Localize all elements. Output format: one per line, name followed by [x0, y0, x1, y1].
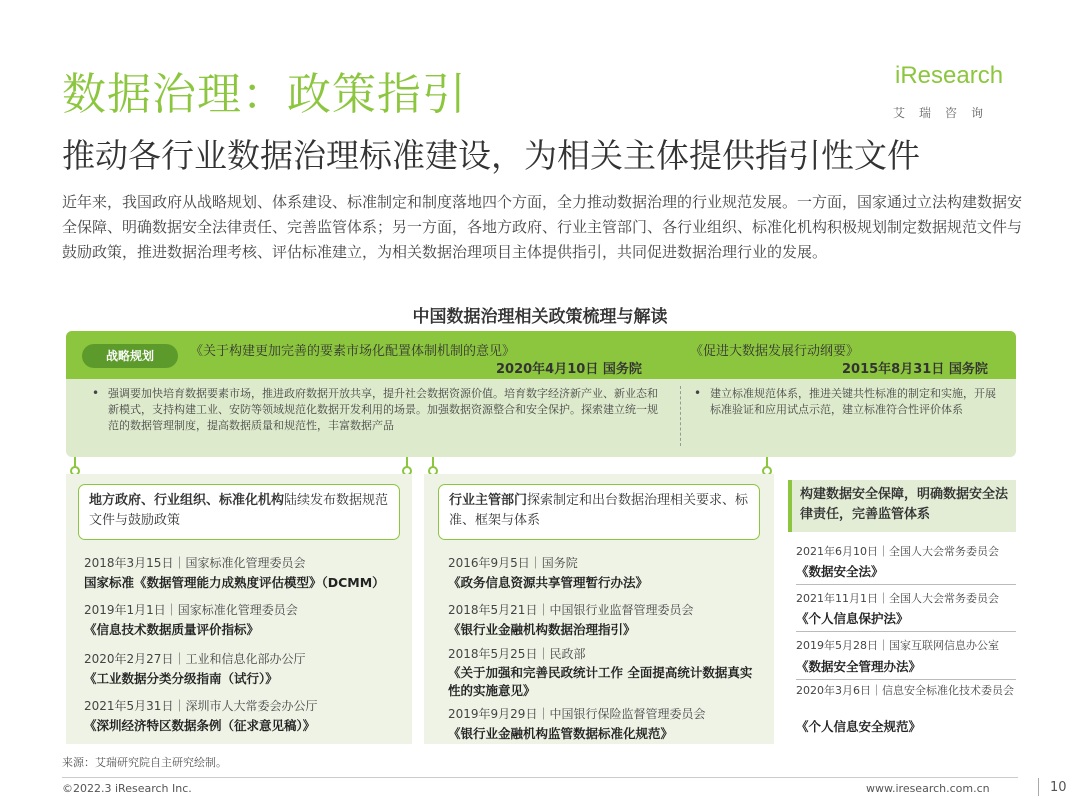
industry-head-bold: 行业主管部门: [449, 493, 528, 508]
industry-item-title: 《银行业金融机构数据治理指引》: [448, 622, 636, 637]
local-item-date: 2021年5月31日｜深圳市人大常委会办公厅: [84, 699, 318, 713]
industry-column-head: [438, 484, 760, 540]
industry-item-date: 2018年5月21日｜中国银行业监督管理委员会: [448, 603, 694, 617]
strategy-tag: 战略规划: [82, 344, 178, 368]
industry-item-date: 2019年9月29日｜中国银行保险监督管理委员会: [448, 707, 706, 721]
local-item-title: 《深圳经济特区数据条例（征求意见稿）》: [84, 718, 316, 733]
strategy-right-title: 《促进大数据发展行动纲要》: [690, 344, 860, 359]
local-item-title: 《工业数据分类分级指南（试行）》: [84, 671, 278, 686]
local-item-title: 《信息技术数据质量评价指标》: [84, 622, 260, 637]
security-item-title: 《个人信息保护法》: [796, 611, 909, 626]
strategy-left-title: 《关于构建更加完善的要素市场化配置体制机制的意见》: [190, 344, 516, 359]
local-item-date: 2018年3月15日｜国家标准化管理委员会: [84, 556, 306, 570]
security-item-date: 2019年5月28日｜国家互联网信息办公室: [796, 639, 999, 652]
security-item-title: 《个人信息安全规范》: [796, 719, 922, 734]
source-note: 来源：艾瑞研究院自主研究绘制。: [62, 756, 227, 769]
local-head-rest: 陆续发布数据规范文件与鼓励政策: [89, 493, 389, 528]
section-title: 中国数据治理相关政策梳理与解读: [412, 307, 668, 327]
industry-item-date: 2018年5月25日｜民政部: [448, 647, 586, 661]
logo: iResearch: [895, 62, 1004, 89]
logo-subtitle: 艾瑞咨询: [893, 106, 998, 120]
industry-item-title: 《政务信息资源共享管理暂行办法》: [448, 575, 649, 590]
page-number-divider: [1038, 778, 1039, 796]
security-head-accent: [788, 480, 792, 532]
intro-paragraph: 近年来，我国政府从战略规划、体系建设、标准制定和制度落地四个方面，全力推动数据治理的行业规范发展。一方面，国家通过立法构建数据安全保障、明确数据安全法律责任、完善监管体系；另一方面，各地方政府、行业主管部门、各行业组织、标准化机构积极规划制定数据规范文件与鼓励政策，推进数据治理考核、评估标准建立，为相关数据治理项目主体提供指引，共同促进数据治理行业的发展。: [62, 193, 1023, 261]
copyright: ©2022.3 iResearch Inc.: [62, 782, 192, 795]
industry-item-date: 2016年9月5日｜国务院: [448, 556, 578, 570]
security-item-title: 《数据安全管理办法》: [796, 659, 922, 674]
security-item-date: 2021年6月10日｜全国人大会常务委员会: [796, 545, 999, 558]
industry-item-title: 《关于加强和完善民政统计工作 全面提高统计数据真实性的实施意见》: [448, 665, 753, 698]
separator: [796, 584, 1016, 585]
strategy-divider: [680, 386, 681, 446]
strategy-left-date: 2020年4月10日 国务院: [496, 362, 642, 377]
footer-divider: [62, 777, 1018, 778]
strategy-right-bullet: 建立标准规范体系，推进关键共性标准的制定和实施，开展标准验证和应用试点示范，建立标准符合性评价体系: [710, 387, 996, 416]
strategy-right-date: 2015年8月31日 国务院: [842, 362, 988, 377]
security-item-date: 2021年11月1日｜全国人大会常务委员会: [796, 592, 999, 605]
page-subtitle: 推动各行业数据治理标准建设，为相关主体提供指引性文件: [62, 136, 920, 175]
industry-head-rest: 探索制定和出台数据治理相关要求、标准、框架与体系: [449, 493, 749, 528]
bullet-dot: •: [92, 386, 100, 400]
page-title: 数据治理：政策指引: [62, 69, 467, 120]
industry-item-title: 《银行业金融机构监管数据标准化规范》: [448, 726, 674, 741]
local-item-date: 2019年1月1日｜国家标准化管理委员会: [84, 603, 298, 617]
local-item-date: 2020年2月27日｜工业和信息化部办公厅: [84, 652, 306, 666]
local-head-bold: 地方政府、行业组织、标准化机构: [89, 493, 285, 508]
website-link[interactable]: www.iresearch.com.cn: [866, 782, 990, 795]
separator: [796, 679, 1016, 680]
local-item-title: 国家标准《数据管理能力成熟度评估模型》（DCMM）: [84, 575, 385, 590]
security-head-text: 构建数据安全保障，明确数据安全法律责任，完善监管体系: [800, 487, 1009, 522]
security-item-title: 《数据安全法》: [796, 564, 884, 579]
page-number: 10: [1050, 780, 1067, 795]
local-column-head: [78, 484, 400, 540]
separator: [796, 631, 1016, 632]
bullet-dot: •: [694, 386, 702, 400]
strategy-left-bullet: 强调要加快培育数据要素市场，推进政府数据开放共享，提升社会数据资源价值。培育数字经济新产业、新业态和新模式，支持构建工业、安防等领域规范化数据开发利用的场景。加强数据资源整合和安全保护。探索建立统一规范的数据管理制度，提高数据质量和规范性，丰富数据产品: [108, 387, 658, 432]
security-item-date: 2020年3月6日｜信息安全标准化技术委员会: [796, 684, 1014, 697]
